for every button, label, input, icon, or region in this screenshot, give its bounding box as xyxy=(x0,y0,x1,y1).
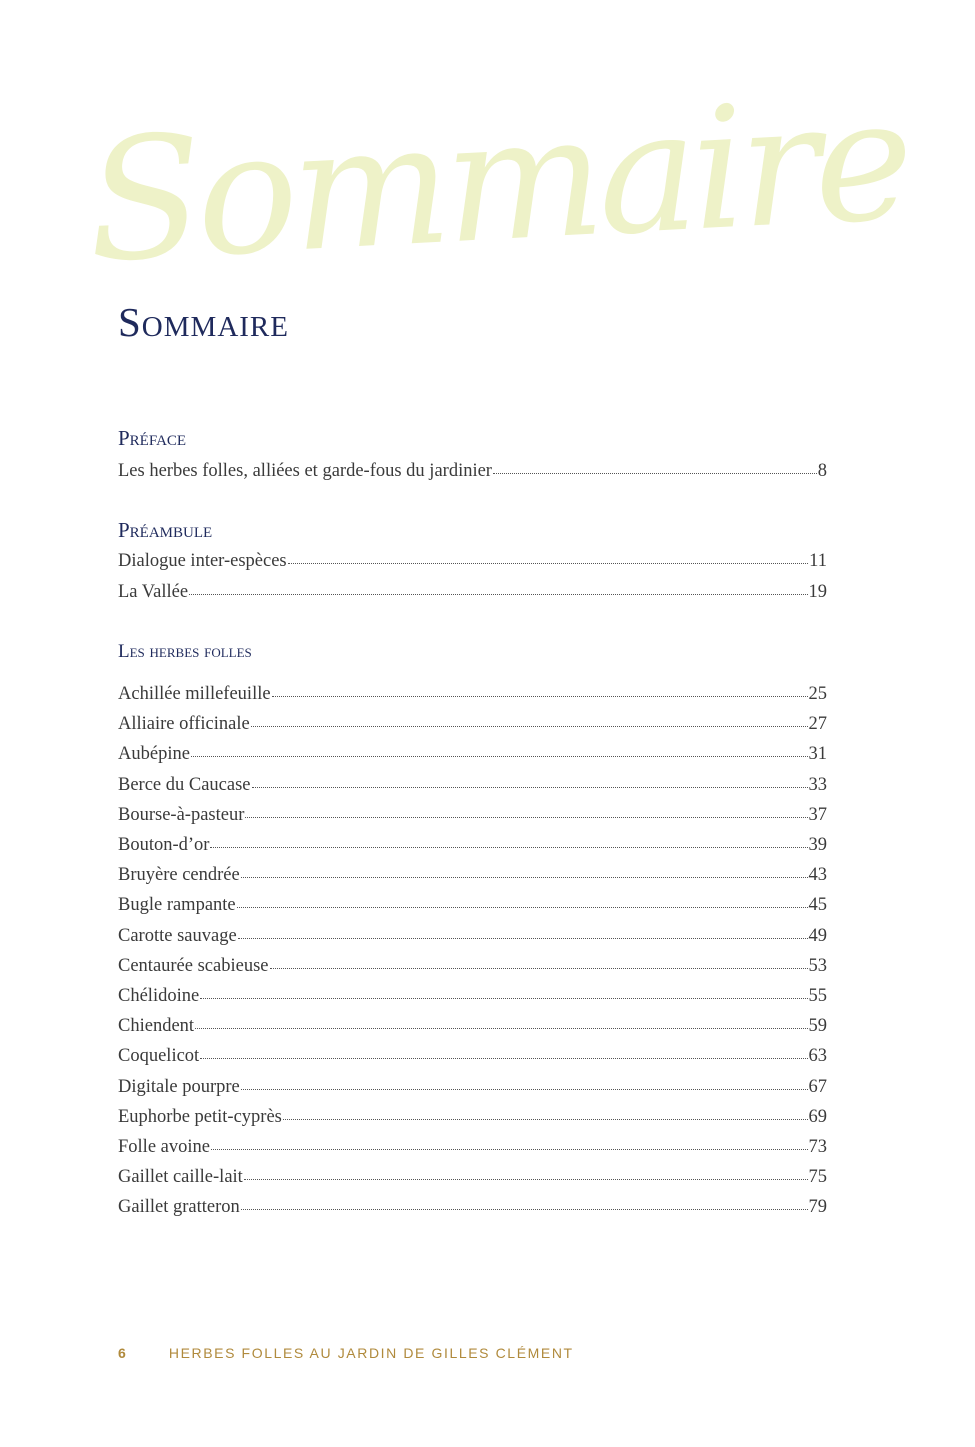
toc-entry-page: 53 xyxy=(808,955,827,976)
toc-entry-page: 33 xyxy=(808,774,827,795)
toc-entry-page: 67 xyxy=(808,1076,827,1097)
toc-entry-label: Folle avoine xyxy=(118,1137,210,1157)
dot-leader xyxy=(272,696,808,697)
dot-leader xyxy=(238,938,808,939)
toc-entry[interactable] xyxy=(118,987,827,1006)
toc-entry-page: 49 xyxy=(808,925,827,946)
dot-leader xyxy=(211,1149,808,1150)
toc-entry-label: Carotte sauvage xyxy=(118,925,237,946)
toc-entry-page: 55 xyxy=(808,986,827,1006)
toc-entry-page: 75 xyxy=(808,1167,827,1188)
toc-entry-page: 37 xyxy=(808,804,827,825)
dot-leader xyxy=(241,1089,808,1090)
dot-leader xyxy=(252,787,808,788)
toc-entry-label: Gaillet gratteron xyxy=(118,1197,240,1218)
page-footer xyxy=(118,1345,574,1361)
toc-entry-page: 73 xyxy=(808,1137,827,1157)
toc-entry-label: Bugle rampante xyxy=(118,895,236,916)
toc-entry[interactable] xyxy=(118,1168,827,1187)
dot-leader xyxy=(237,907,808,908)
toc-entry[interactable] xyxy=(118,583,827,602)
dot-leader xyxy=(191,756,808,757)
dot-leader xyxy=(245,817,807,818)
toc-entry[interactable] xyxy=(118,836,827,855)
toc-entry[interactable] xyxy=(118,776,827,795)
toc-entry[interactable] xyxy=(118,957,827,976)
section-heading: Préambule xyxy=(118,518,213,542)
toc-entry[interactable] xyxy=(118,1047,827,1066)
toc-entry-label: Chélidoine xyxy=(118,986,200,1006)
toc-entry[interactable] xyxy=(118,1108,827,1127)
dot-leader xyxy=(493,473,817,474)
dot-leader xyxy=(189,594,807,595)
toc-entry-page: 45 xyxy=(808,895,827,916)
watermark-title: Sommaire xyxy=(82,61,913,300)
toc-entry[interactable] xyxy=(118,1138,827,1157)
toc-entry[interactable] xyxy=(118,715,827,734)
toc-entry-page: 63 xyxy=(808,1046,827,1067)
section-heading: Les herbes folles xyxy=(118,641,252,662)
dot-leader xyxy=(210,847,807,848)
toc-entry[interactable] xyxy=(118,1198,827,1217)
toc-entry-page: 8 xyxy=(817,461,827,481)
dot-leader xyxy=(241,1209,808,1210)
toc-entry-label: Gaillet caille-lait xyxy=(118,1167,243,1188)
dot-leader xyxy=(200,998,807,999)
toc-entry-page: 59 xyxy=(808,1016,827,1037)
dot-leader xyxy=(270,968,808,969)
toc-entry-label: Centaurée scabieuse xyxy=(118,955,269,976)
dot-leader xyxy=(200,1058,807,1059)
toc-entry-page: 79 xyxy=(808,1197,827,1218)
section-heading: Préface xyxy=(118,426,187,450)
toc-entry-page: 69 xyxy=(808,1106,827,1127)
dot-leader xyxy=(244,1179,808,1180)
toc-entry[interactable] xyxy=(118,866,827,885)
toc-entry-label: Bruyère cendrée xyxy=(118,865,240,886)
toc-entry-label: Aubépine xyxy=(118,744,190,765)
footer-page-number: 6 xyxy=(118,1345,128,1361)
toc-entry[interactable] xyxy=(118,1017,827,1036)
toc-entry[interactable] xyxy=(118,745,827,764)
page-title: Sommaire xyxy=(118,299,289,345)
toc-entry-label: Les herbes folles, alliées et garde-fous du jardinier xyxy=(118,461,492,481)
dot-leader xyxy=(283,1119,808,1120)
toc-entry-page: 27 xyxy=(808,714,827,735)
toc-entry-label: Achillée millefeuille xyxy=(118,684,271,704)
footer-running-title: HERBES FOLLES AU JARDIN DE GILLES CLÉMENT xyxy=(168,1345,574,1361)
toc-entry[interactable] xyxy=(118,1078,827,1097)
toc-entry-label: Bourse-à-pasteur xyxy=(118,804,245,825)
toc-entry-page: 31 xyxy=(808,744,827,765)
toc-entry[interactable] xyxy=(118,552,827,571)
toc-entry-label: Chiendent xyxy=(118,1016,195,1037)
toc-entry-page: 19 xyxy=(808,582,827,602)
toc-entry-label: Dialogue inter-espèces xyxy=(118,551,287,571)
toc-entry-label: Alliaire officinale xyxy=(118,714,250,735)
toc-entry-page: 39 xyxy=(808,835,827,855)
toc-entry-page: 11 xyxy=(809,551,827,571)
toc-entry[interactable] xyxy=(118,685,827,704)
dot-leader xyxy=(241,877,808,878)
toc-entry-label: Bouton-d’or xyxy=(118,835,210,855)
toc-entry[interactable] xyxy=(118,896,827,915)
toc-entry-label: Berce du Caucase xyxy=(118,774,251,795)
toc-entry-label: Coquelicot xyxy=(118,1046,200,1067)
toc-entry-label: La Vallée xyxy=(118,582,189,602)
toc-entry-page: 25 xyxy=(808,684,827,704)
toc-entry[interactable] xyxy=(118,462,827,481)
toc-entry[interactable] xyxy=(118,927,827,946)
toc-entry[interactable] xyxy=(118,806,827,825)
dot-leader xyxy=(288,563,809,564)
toc-entry-label: Euphorbe petit-cyprès xyxy=(118,1106,282,1127)
toc-entry-label: Digitale pourpre xyxy=(118,1076,240,1097)
dot-leader xyxy=(251,726,808,727)
dot-leader xyxy=(195,1028,807,1029)
toc-entry-page: 43 xyxy=(808,865,827,886)
